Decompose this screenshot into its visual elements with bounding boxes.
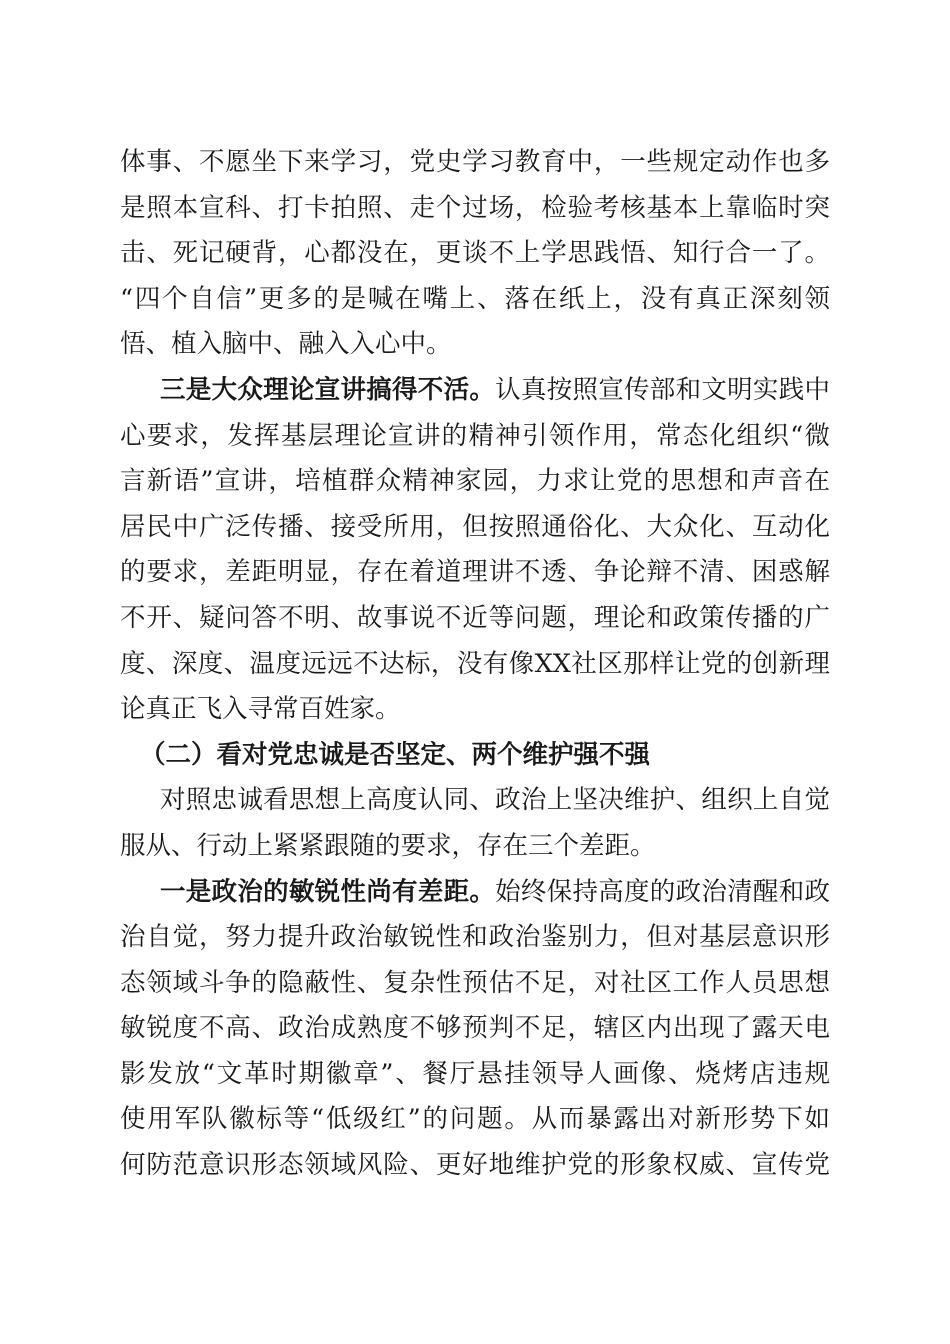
text-line: “四个自信”更多的是喊在嘴上、落在纸上，没有真正深刻领: [120, 283, 830, 314]
text-line: 治自觉，努力提升政治敏锐性和政治鉴别力，但对基层意识形: [120, 922, 830, 953]
text-line: 是照本宣科、打卡拍照、走个过场，检验考核基本上靠临时突: [120, 192, 830, 223]
text-line: 不开、疑问答不明、故事说不近等问题，理论和政策传播的广: [120, 602, 830, 633]
text-line: 对照忠诚看思想上高度认同、政治上坚决维护、组织上自觉: [160, 785, 830, 816]
text-line: 击、死记硬背，心都没在，更谈不上学思践悟、知行合一了。: [120, 238, 830, 269]
paragraph-1: [120, 140, 830, 368]
paragraph-2: [120, 368, 830, 733]
text-line: [120, 368, 830, 414]
text-line: 居民中广泛传播、接受所用，但按照通俗化、大众化、互动化: [120, 511, 830, 542]
text-line: [120, 870, 830, 916]
text-line: 敏锐度不高、政治成熟度不够预判不足，辖区内出现了露天电: [120, 1013, 830, 1044]
text-line: 使用军队徽标等“低级红”的问题。从而暴露出对新形势下如: [120, 1104, 830, 1135]
text-line: 何防范意识形态领域风险、更好地维护党的形象权威、宣传党: [120, 1150, 830, 1181]
text-line: 态领域斗争的隐蔽性、复杂性预估不足，对社区工作人员思想: [120, 967, 830, 998]
text-run: 始终保持高度的政治清醒和政: [495, 876, 830, 907]
paragraph-lead: 一是政治的敏锐性尚有差距。: [160, 876, 496, 907]
text-line: 言新语”宣讲，培植群众精神家园，力求让党的思想和声音在: [120, 466, 830, 497]
paragraph-3: [120, 778, 830, 869]
paragraph-lead: 三是大众理论宣讲搞得不活。: [160, 374, 496, 405]
section-heading-text: （二）看对党忠诚是否坚定、两个维护强不强: [140, 739, 651, 770]
text-line: 服从、行动上紧紧跟随的要求，存在三个差距。: [120, 830, 656, 861]
paragraph-4: [120, 870, 830, 1189]
text-line: 度、深度、温度远远不达标，没有像XX社区那样让党的创新理: [120, 648, 830, 679]
text-line: 论真正飞入寻常百姓家。: [120, 694, 401, 725]
text-line: 影发放“文革时期徽章”、餐厅悬挂领导人画像、烧烤店违规: [120, 1058, 830, 1089]
section-heading: [120, 733, 830, 779]
text-line: 心要求，发挥基层理论宣讲的精神引领作用，常态化组织“微: [120, 420, 830, 451]
document-body: [120, 140, 830, 1189]
text-run: 认真按照宣传部和文明实践中: [495, 374, 830, 405]
text-line: 体事、不愿坐下来学习，党史学习教育中，一些规定动作也多: [120, 147, 830, 177]
text-line: 悟、植入脑中、融入入心中。: [120, 329, 452, 360]
text-line: 的要求，差距明显，存在着道理讲不透、争论辩不清、困惑解: [120, 557, 830, 588]
